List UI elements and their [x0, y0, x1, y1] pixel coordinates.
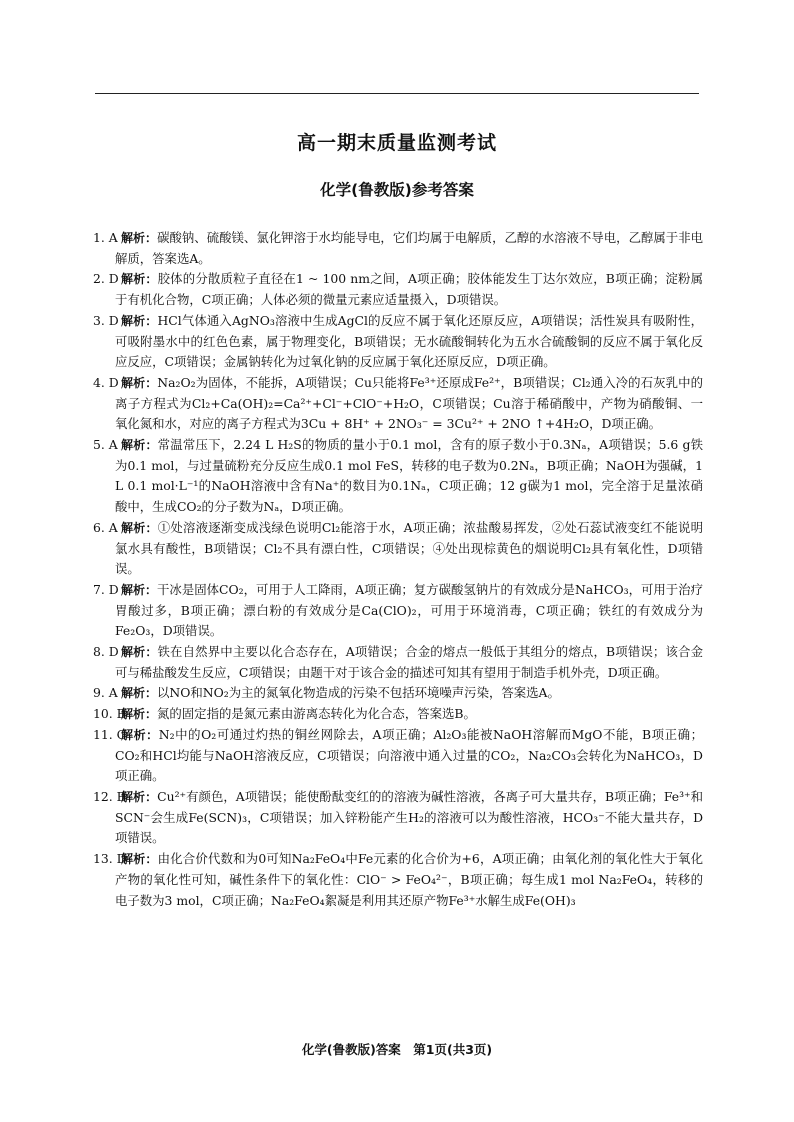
- answer-number: 8. D: [93, 644, 119, 660]
- page-footer: 化学(鲁教版)答案 第1页(共3页): [301, 1042, 493, 1057]
- analysis-label: 解析：: [121, 727, 159, 742]
- answer-item: [93, 435, 703, 518]
- answer-text: 以NO和NO₂为主的氮氧化物造成的污染不包括环境噪声污染，答案选A。: [157, 685, 560, 701]
- page-subtitle: 化学(鲁教版)参考答案: [320, 181, 474, 199]
- answer-text: 常温常压下，2.24 L H₂S的物质的量小于0.1 mol，含有的原子数小于0.3Nₐ，A项错误；5.6 g铁为0.1 mol，与过量硫粉充分反应生成0.1 mol FeS，转移的电子数为0.2Nₐ，B项正确；NaOH为强碱，1 L 0.1 mol·L⁻¹的NaOH溶液中含有Na⁺的数目为0.1Nₐ，C项正确；12 g碳为1 mol，完全溶于足量浓硝酸中，生成CO₂的分子数为Nₐ，D项正确。: [115, 437, 703, 515]
- answer-item: [93, 704, 703, 725]
- answer-number: 2. D: [93, 271, 119, 287]
- answer-item: [93, 228, 703, 269]
- header-rule: [95, 93, 699, 94]
- answer-number: 4. D: [93, 374, 119, 390]
- answer-text: 碳酸钠、硫酸镁、氯化钾溶于水均能导电，它们均属于电解质，乙醇的水溶液不导电，乙醇属于非电解质，答案选A。: [115, 230, 703, 266]
- analysis-label: 解析：: [121, 520, 158, 535]
- answer-number: 13. D: [93, 851, 127, 867]
- answer-text: 胶体的分散质粒子直径在1 ~ 100 nm之间，A项正确；胶体能发生丁达尔效应，B项正确；淀粉属于有机化合物，C项正确；人体必须的微量元素应适量摄入，D项错误。: [115, 271, 703, 308]
- analysis-label: 解析：: [121, 313, 158, 328]
- answer-item: [93, 269, 703, 310]
- answer-item: [93, 642, 703, 683]
- analysis-label: 解析：: [121, 789, 158, 804]
- analysis-label: 解析：: [121, 686, 158, 701]
- answer-number: 10. B: [93, 706, 126, 722]
- answer-item: [93, 849, 703, 911]
- answer-text: Cu²⁺有颜色，A项错误；能使酚酞变红的的溶液为碱性溶液，各离子可大量共存，B项正确；Fe³⁺和SCN⁻会生成Fe(SCN)₃，C项错误；加入锌粉能产生H₂的溶液可以为酸性溶液，HCO₃⁻不能大量共存，D项错误。: [115, 788, 703, 846]
- answer-item: [93, 373, 703, 435]
- analysis-label: 解析：: [121, 582, 158, 597]
- answer-text: Na₂O₂为固体，不能拆，A项错误；Cu只能将Fe³⁺还原成Fe²⁺，B项错误；Cl₂通入冷的石灰乳中的离子方程式为Cl₂+Ca(OH)₂=Ca²⁺+Cl⁻+ClO⁻+H₂O，C项错误；Cu溶于稀硝酸中，产物为硝酸铜、一氧化氮和水，对应的离子方程式为3Cu + 8H⁺ + 2NO₃⁻ = 3Cu²⁺ + 2NO ↑+4H₂O，D项正确。: [115, 374, 703, 432]
- analysis-label: 解析：: [121, 375, 158, 390]
- answer-item: [93, 518, 703, 580]
- answer-text: 干冰是固体CO₂，可用于人工降雨，A项正确；复方碳酸氢钠片的有效成分是NaHCO₃，可用于治疗胃酸过多，B项正确；漂白粉的有效成分是Ca(ClO)₂，可用于环境消毒，C项正确；铁红的有效成分为Fe₂O₃，D项错误。: [115, 581, 703, 639]
- answer-number: 11. C: [93, 726, 127, 742]
- answer-text: 由化合价代数和为0可知Na₂FeO₄中Fe元素的化合价为+6，A项正确；由氧化剂的氧化性大于氧化产物的氧化性可知，碱性条件下的氧化性：ClO⁻ > FeO₄²⁻，B项正确；每生成1 mol Na₂FeO₄，转移的电子数为3 mol，C项正确；Na₂FeO₄絮凝是利用其还原产物Fe³⁺水解生成Fe(OH)₃: [115, 851, 703, 908]
- answer-number: 5. A: [93, 437, 118, 453]
- answer-list: [93, 228, 703, 911]
- answer-text: 铁在自然界中主要以化合态存在，A项错误；合金的熔点一般低于其组分的熔点，B项错误；该合金可与稀盐酸发生反应，C项错误；由题干对于该合金的描述可知其有望用于制造手机外壳，D项正确。: [115, 644, 703, 680]
- answer-number: 9. A: [93, 685, 118, 701]
- answer-text: 氮的固定指的是氮元素由游离态转化为化合态，答案选B。: [157, 706, 476, 722]
- analysis-label: 解析：: [121, 852, 158, 867]
- answer-number: 3. D: [93, 312, 119, 328]
- answer-item: [93, 725, 703, 787]
- analysis-label: 解析：: [121, 272, 158, 287]
- answer-item: [93, 311, 703, 373]
- answer-number: 1. A: [93, 230, 118, 245]
- analysis-label: 解析：: [121, 707, 158, 722]
- answer-number: 12. B: [93, 788, 126, 804]
- answer-number: 6. A: [93, 519, 118, 535]
- answer-item: [93, 787, 703, 849]
- answer-text: ①处溶液逐渐变成浅绿色说明Cl₂能溶于水，A项正确；浓盐酸易挥发，②处石蕊试液变红不能说明氯水具有酸性，B项错误；Cl₂不具有漂白性，C项错误；④处出现棕黄色的烟说明Cl₂具有氧化性，D项错误。: [115, 519, 703, 577]
- answer-number: 7. D: [93, 581, 119, 597]
- analysis-label: 解析：: [121, 231, 158, 245]
- analysis-label: 解析：: [121, 438, 158, 453]
- answer-text: HCl气体通入AgNO₃溶液中生成AgCl的反应不属于氧化还原反应，A项错误；活性炭具有吸附性，可吸附墨水中的红色色素，属于物理变化，B项错误；无水硫酸铜转化为五水合硫酸铜的反应不属于氧化反应反应，C项错误；金属钠转化为过氧化钠的反应属于氧化还原反应，D项正确。: [115, 312, 703, 370]
- page-title: 高一期末质量监测考试: [296, 132, 497, 154]
- answer-item: [93, 580, 703, 642]
- analysis-label: 解析：: [121, 645, 158, 660]
- answer-text: N₂中的O₂可通过灼热的铜丝网除去，A项正确；Al₂O₃能被NaOH溶解而MgO不能，B项正确；CO₂和HCl均能与NaOH溶液反应，C项错误；向溶液中通入过量的CO₂，Na₂CO₃会转化为NaHCO₃，D项正确。: [115, 726, 703, 784]
- answer-item: [93, 683, 703, 704]
